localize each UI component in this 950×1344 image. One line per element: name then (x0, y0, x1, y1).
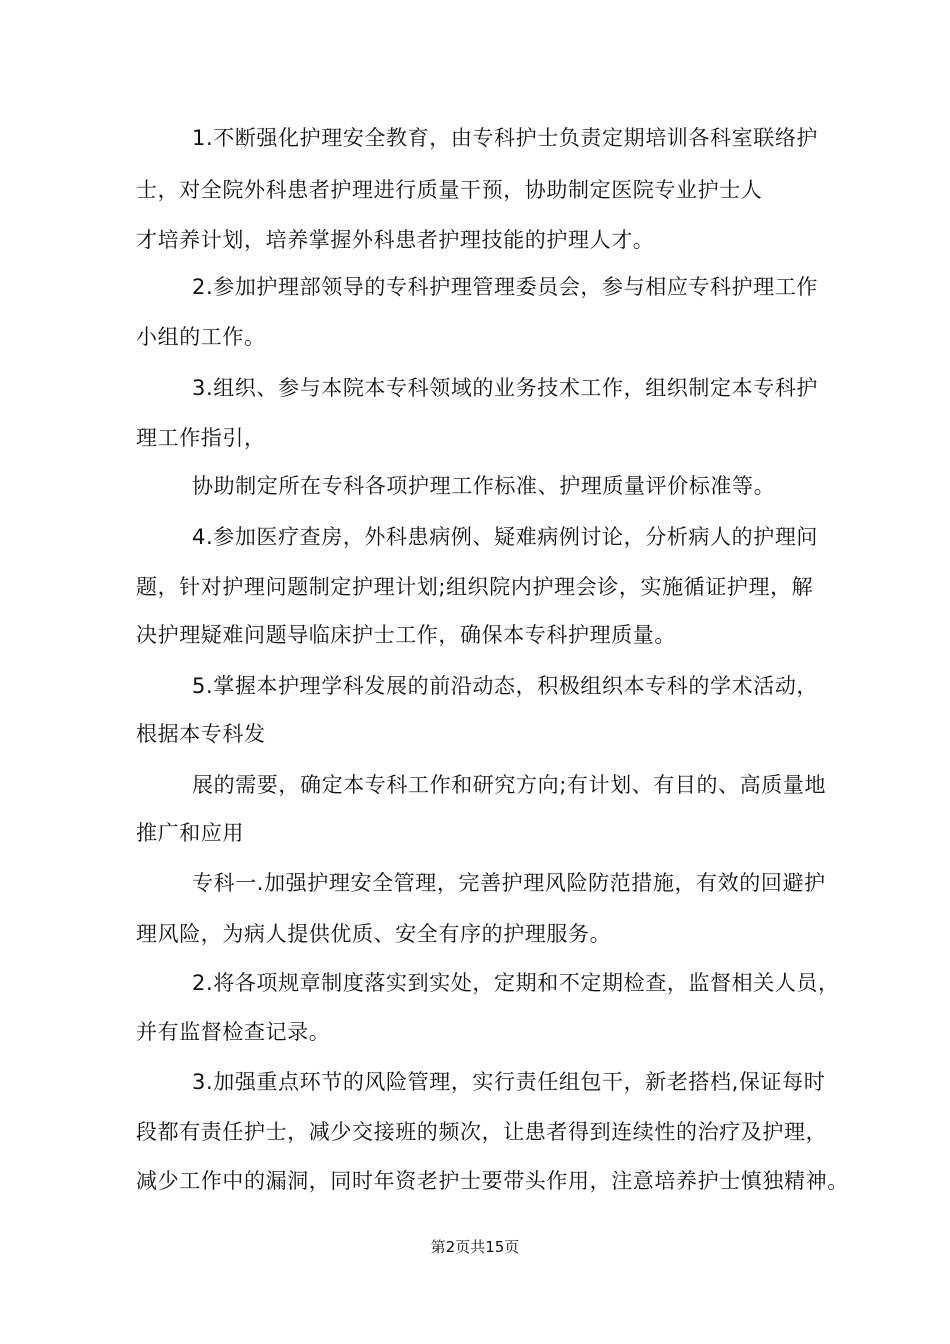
text-line: 2.将各项规章制度落实到实处，定期和不定期检查，监督相关人员， (192, 971, 840, 995)
text-line: 理工作指引， (136, 426, 266, 450)
text-line: 4.参加医疗查房，外科患病例、疑难病例讨论，分析病人的护理问 (192, 525, 819, 549)
page-number-footer: 第2页共15页 (430, 1238, 520, 1256)
text-line: 推广和应用 (136, 821, 244, 845)
text-line: 减少工作中的漏洞，同时年资老护士要带头作用，注意培养护士慎独精神。 (136, 1169, 849, 1193)
text-line: 才培养计划，培养掌握外科患者护理技能的护理人才。 (136, 228, 655, 252)
text-line: 题，针对护理问题制定护理计划;组织院内护理会诊，实施循证护理，解 (136, 575, 814, 599)
text-line: 5.掌握本护理学科发展的前沿动态，积极组织本专科的学术活动， (192, 674, 819, 698)
text-line: 段都有责任护士，减少交接班的频次，让患者得到连续性的治疗及护理， (136, 1120, 828, 1144)
text-line: 2.参加护理部领导的专科护理管理委员会，参与相应专科护理工作 (192, 275, 819, 299)
text-line: 专科一.加强护理安全管理，完善护理风险防范措施，有效的回避护 (192, 871, 826, 895)
text-line: 3.加强重点环节的风险管理，实行责任组包干，新老搭档,保证每时 (192, 1070, 826, 1094)
text-line: 根据本专科发 (136, 722, 266, 746)
text-line: 协助制定所在专科各项护理工作标准、护理质量评价标准等。 (192, 474, 776, 498)
text-line: 并有监督检查记录。 (136, 1020, 331, 1044)
text-line: 小组的工作。 (136, 325, 266, 349)
text-line: 展的需要，确定本专科工作和研究方向;有计划、有目的、高质量地 (192, 773, 827, 797)
text-line: 3.组织、参与本院本专科领域的业务技术工作，组织制定本专科护 (192, 376, 819, 400)
text-line: 1.不断强化护理安全教育，由专科护士负责定期培训各科室联络护 (192, 126, 819, 150)
text-line: 理风险，为病人提供优质、安全有序的护理服务。 (136, 922, 612, 946)
text-line: 士，对全院外科患者护理进行质量干预，协助制定医院专业护士人 (136, 178, 763, 202)
text-line: 决护理疑难问题导临床护士工作，确保本专科护理质量。 (136, 623, 676, 647)
